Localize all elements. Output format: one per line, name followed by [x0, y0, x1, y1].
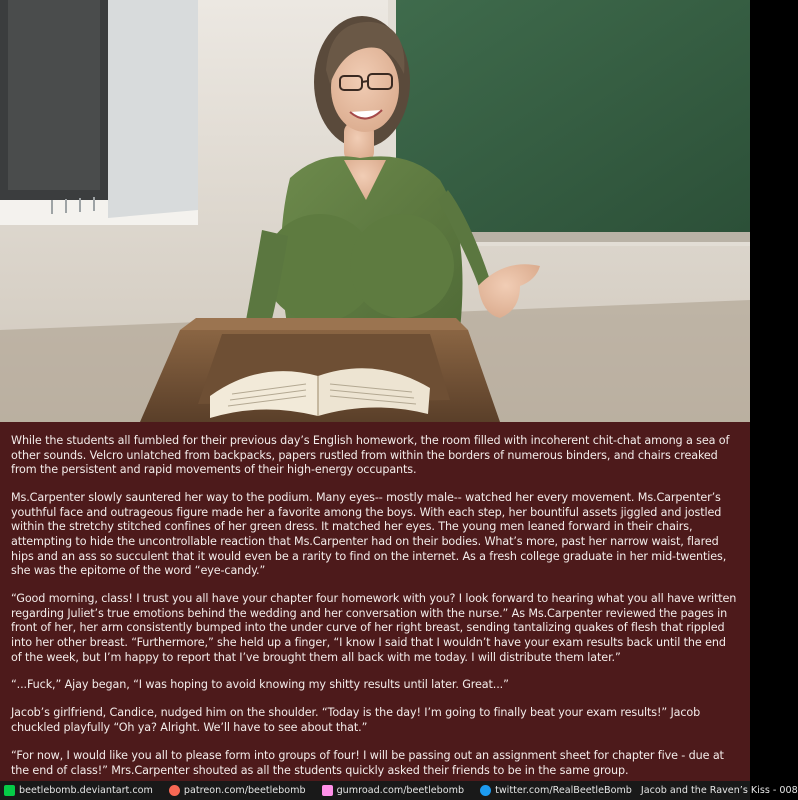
deviantart-icon	[4, 785, 15, 796]
patreon-label: patreon.com/beetlebomb	[183, 785, 306, 796]
story-paragraph-6: “For now, I would like you all to please form into groups of four! I will be passing out an assignment sheet for chapter five - due at the end of class!” Mrs.Carpenter shouted as all the students quickly asked their friends to be in the same group.	[11, 749, 724, 777]
story-paragraph-3: “Good morning, class! I trust you all have your chapter four homework with you? I look forward to hearing what you all have written regarding Juliet’s true emotions behind the wedding and her conversation with the nurse.” As Ms.Carpenter reviewed the pages in front of her, her arm consistently bumped into the under curve of her right breast, sending tantalizing quakes of flesh that rippled into her other breast. “Furthermore,” she held up a finger, “I know I said that I wouldn’t have your exam results back until the end of the week, but I’m happy to report that I’ve brought them all back with me today. I will distribute them later.”	[11, 592, 737, 664]
twitter-label: twitter.com/RealBeetleBomb	[495, 785, 632, 796]
patreon-link[interactable]	[169, 785, 306, 796]
chapter-title: Jacob and the Raven’s Kiss - 008	[640, 785, 798, 796]
footer-bar	[0, 781, 798, 800]
story-paragraph-5: Jacob’s girlfriend, Candice, nudged him on the shoulder. “Today is the day! I’m going to finally beat your exam results!” Jacob chuckled playfully “Oh ya? Alright. We’ll have to see about that.”	[11, 706, 701, 735]
deviantart-link[interactable]	[4, 785, 153, 796]
gumroad-label: gumroad.com/beetlebomb	[336, 785, 465, 796]
deviantart-label: beetlebomb.deviantart.com	[19, 785, 153, 796]
story-paragraph-2: Ms.Carpenter slowly sauntered her way to the podium. Many eyes-- mostly male-- watched her every movement. Ms.Carpenter’s youthful face and outrageous figure made her a favorite among the boys. With each step, her bountiful assets jiggled and jostled within the stretchy stitched confines of her green dress. It matched her eyes. The young men leaned forward in their chairs, attempting to hide the uncontrollable reaction that Ms.Carpenter had on their bodies. What’s more, past her narrow waist, flared hips and an ass so succulent that it would even be a rarity to find on the internet. As a fresh college graduate in her mid-twenties, she was the epitome of the word “eye-candy.”	[11, 491, 727, 578]
gumroad-icon	[322, 785, 333, 796]
gumroad-link[interactable]	[322, 785, 464, 796]
twitter-icon	[480, 785, 491, 796]
twitter-link[interactable]	[480, 785, 632, 796]
story-paragraph-4: “...Fuck,” Ajay began, “I was hoping to avoid knowing my shitty results until later. Great...”	[11, 678, 509, 692]
story-paragraph-1: While the students all fumbled for their previous day’s English homework, the room filled with incoherent chit-chat among a sea of other sounds. Velcro unlatched from backpacks, papers rustled from within the borders of numerous binders, and chairs creaked from the persistent and rapid movements of their high-energy occupants.	[11, 434, 730, 477]
scene-illustration	[0, 0, 750, 422]
door-frame	[0, 0, 198, 225]
story-text-panel	[0, 422, 750, 781]
patreon-icon	[169, 785, 180, 796]
